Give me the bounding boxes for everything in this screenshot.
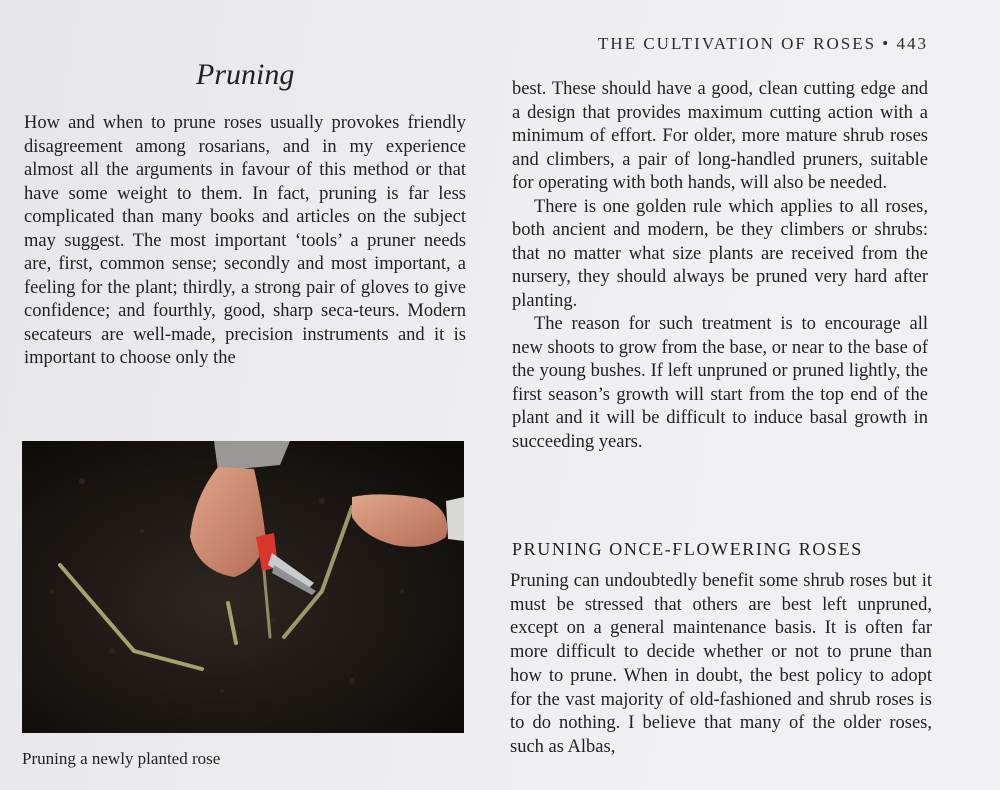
section-body bbox=[510, 570, 932, 760]
left-column bbox=[24, 112, 466, 371]
header-separator: • bbox=[882, 34, 891, 53]
right-column bbox=[512, 78, 928, 454]
pruning-photo bbox=[22, 441, 464, 733]
intro-paragraph: How and when to prune roses usually provokes friendly disagreement among rosarians, and in my experience almost all the arguments in favour of this method or that have some weight to them. In fact, pruning is far less complicated than many books and articles on the subject may suggest. The most important ‘tools’ a pruner needs are, first, common sense; secondly and most important, a feeling for the plant; thirdly, a strong pair of gloves to give confidence; and fourthly, good, sharp seca-teurs. Modern secateurs are well-made, precision instruments and it is important to choose only the bbox=[24, 113, 466, 368]
section-paragraph: Pruning can undoubtedly benefit some shrub roses but it must be stressed that others are best left unpruned, except on a general maintenance basis. It is often far more difficult to decide whether or not to prune than how to prune. When in doubt, the best policy to adopt for the vast majority of old-fashioned and shrub roses is to do nothing. I believe that many of the older roses, such as Albas, bbox=[510, 571, 932, 757]
figure-caption: Pruning a newly planted rose bbox=[22, 749, 221, 768]
paragraph-reason: The reason for such treatment is to encourage all new shoots to grow from the base, or near to the base of the young bushes. If left unpruned or pruned lightly, the first season’s growth will start from the top end of the plant and it will be difficult to induce basal growth in succeeding years. bbox=[512, 314, 928, 452]
running-title: THE CULTIVATION OF ROSES bbox=[598, 34, 877, 53]
page-number: 443 bbox=[896, 34, 928, 53]
paragraph-continuation: best. These should have a good, clean cutting edge and a design that provides maximum cutting action with a minimum of effort. For older, more mature shrub roses and climbers, a pair of long-handled pruners, suitable for operating with both hands, will also be needed. bbox=[512, 79, 928, 193]
section-heading: PRUNING ONCE-FLOWERING ROSES bbox=[512, 539, 863, 559]
right-cuff bbox=[446, 497, 464, 541]
photo-illustration bbox=[22, 441, 464, 733]
page-title: Pruning bbox=[196, 58, 295, 91]
paragraph-golden-rule: There is one golden rule which applies to all roses, both ancient and modern, be they climbers or shrubs: that no matter what size plants are received from the nursery, they should always be pruned very hard after planting. bbox=[512, 196, 928, 311]
running-head bbox=[598, 34, 928, 54]
